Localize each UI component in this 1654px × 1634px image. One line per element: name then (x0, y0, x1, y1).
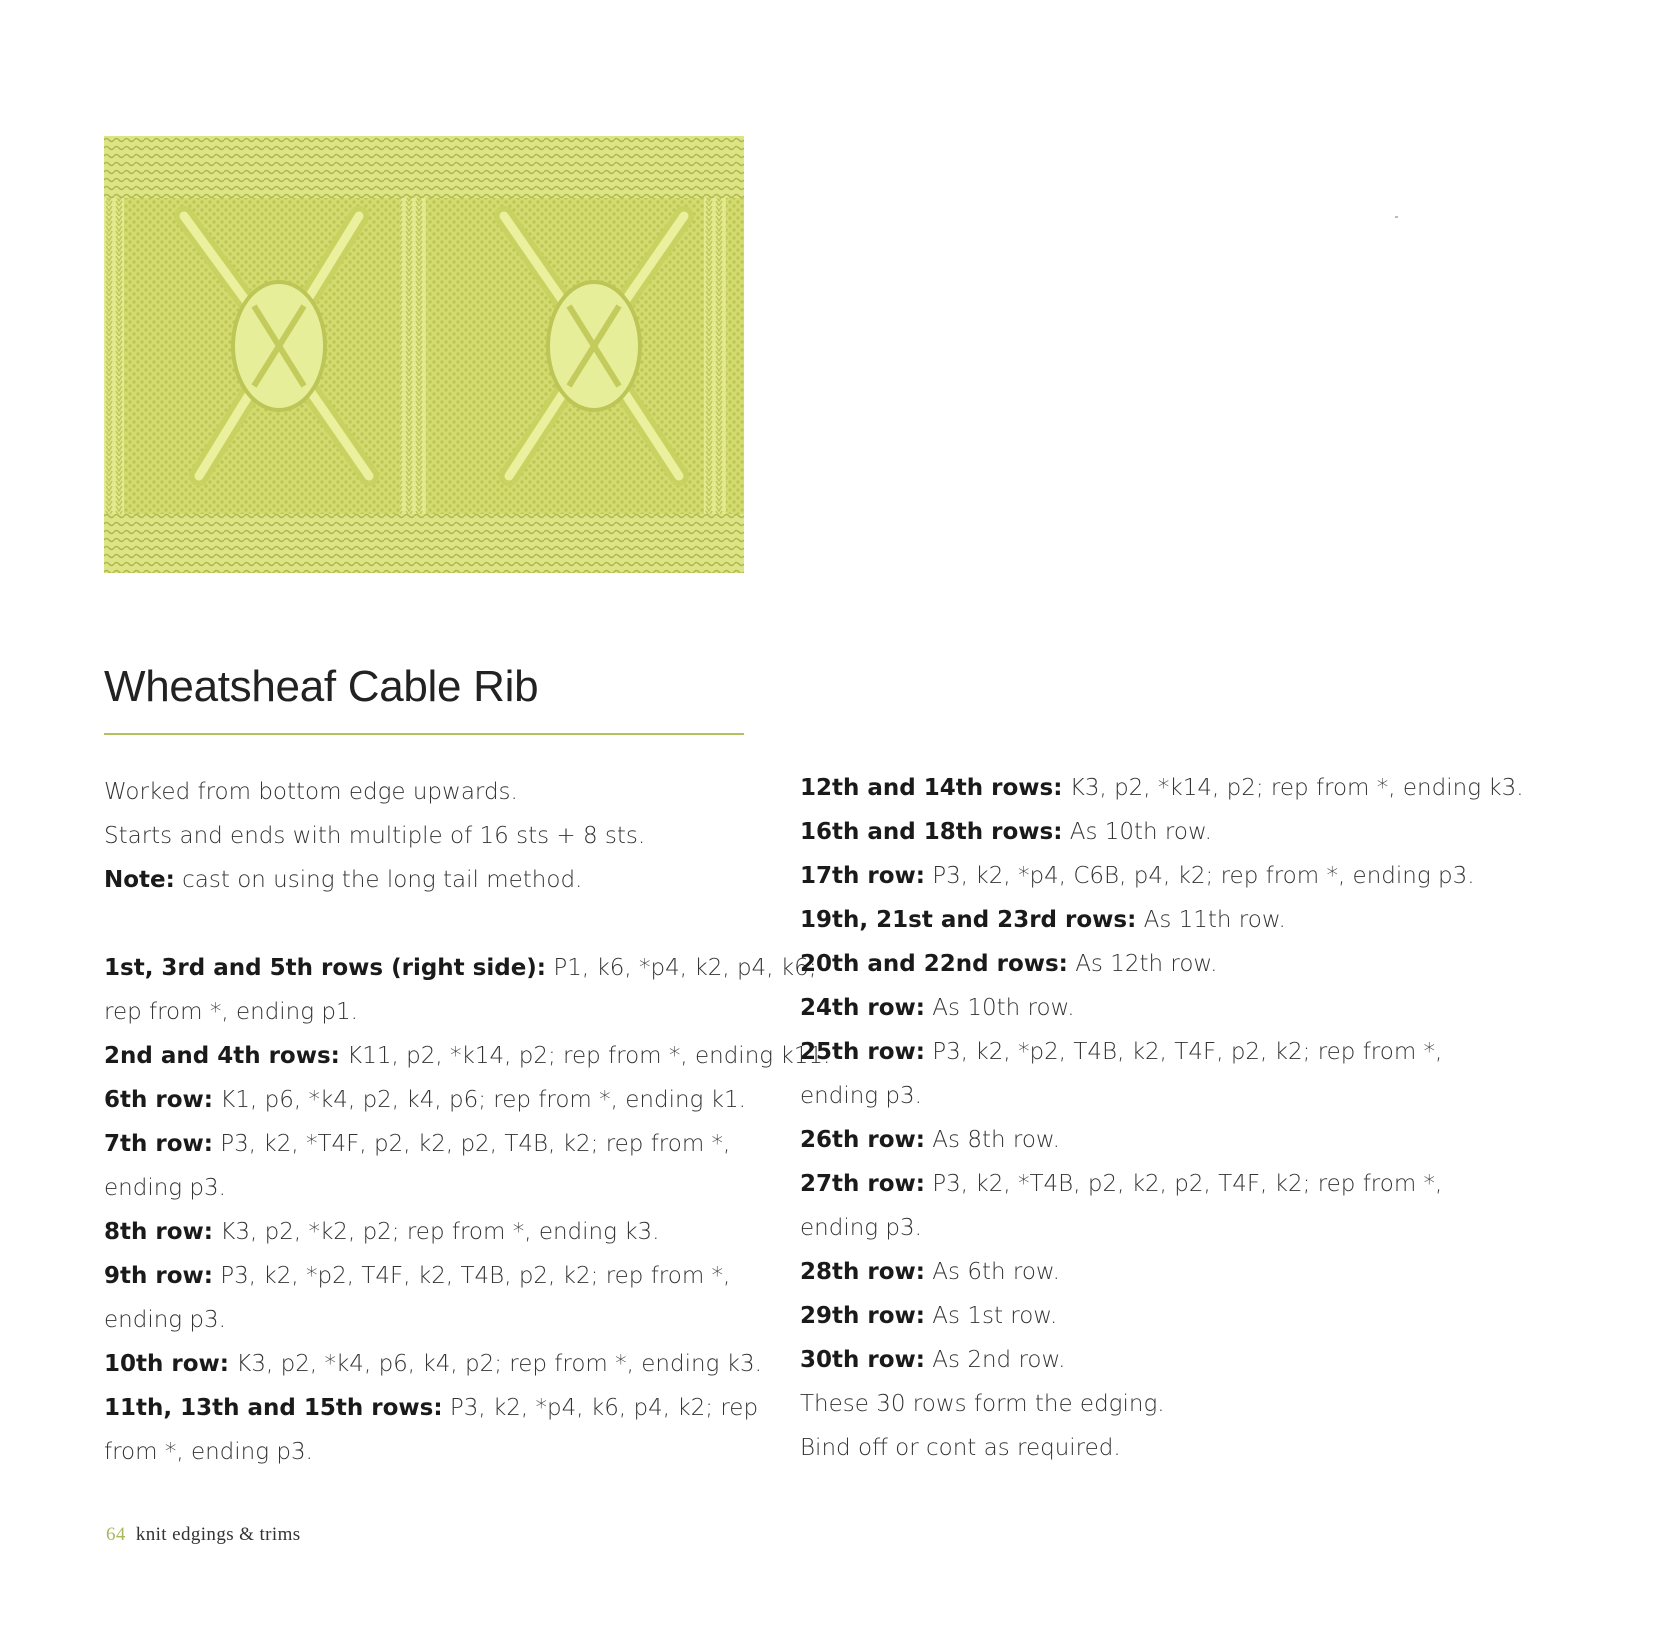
instruction-line: 7th row: P3, k2, *T4F, p2, k2, p2, T4B, k2; rep from *, (104, 1131, 731, 1157)
instruction-line: ending p3. (800, 1083, 922, 1109)
instructions-right-column (800, 766, 1524, 1470)
instruction-line: 19th, 21st and 23rd rows: As 11th row. (800, 907, 1286, 933)
spacer (104, 902, 754, 946)
instruction-line: Bind off or cont as required. (800, 1435, 1121, 1461)
instruction-line: 2nd and 4th rows: K11, p2, *k14, p2; rep from *, ending k11. (104, 1043, 831, 1069)
instruction-line: 17th row: P3, k2, *p4, C6B, p4, k2; rep from *, ending p3. (800, 863, 1475, 889)
instruction-line: 11th, 13th and 15th rows: P3, k2, *p4, k6, p4, k2; rep (104, 1395, 759, 1421)
instruction-line: These 30 rows form the edging. (800, 1391, 1165, 1417)
instruction-line: 20th and 22nd rows: As 12th row. (800, 951, 1218, 977)
instruction-line: 16th and 18th rows: As 10th row. (800, 819, 1212, 845)
section-title: knit edgings & trims (135, 1524, 301, 1545)
instruction-line: ending p3. (104, 1175, 226, 1201)
instruction-line: 9th row: P3, k2, *p2, T4F, k2, T4B, p2, k2; rep from *, (104, 1263, 731, 1289)
instruction-line: 30th row: As 2nd row. (800, 1347, 1066, 1373)
intro-line: Starts and ends with multiple of 16 sts + 8 sts. (104, 823, 646, 849)
note-line (104, 858, 754, 902)
scan-speck (1395, 216, 1398, 218)
instruction-line: 1st, 3rd and 5th rows (right side): P1, k6, *p4, k2, p4, k6; (104, 955, 817, 981)
instruction-line: 24th row: As 10th row. (800, 995, 1075, 1021)
knit-swatch-photo (104, 136, 744, 573)
note-text: cast on using the long tail method. (174, 867, 583, 893)
instruction-line: 28th row: As 6th row. (800, 1259, 1060, 1285)
instruction-line: 6th row: K1, p6, *k4, p2, k4, p6; rep from *, ending k1. (104, 1087, 746, 1113)
instruction-line: rep from *, ending p1. (104, 999, 358, 1025)
instruction-line: from *, ending p3. (104, 1439, 313, 1465)
page-footer (106, 1524, 301, 1546)
instruction-line: 8th row: K3, p2, *k2, p2; rep from *, ending k3. (104, 1219, 660, 1245)
instruction-line: 29th row: As 1st row. (800, 1303, 1058, 1329)
instruction-line: ending p3. (104, 1307, 226, 1333)
instruction-line: 26th row: As 8th row. (800, 1127, 1060, 1153)
title-divider (104, 733, 744, 735)
instructions-left-column (104, 770, 831, 1474)
instruction-line: 27th row: P3, k2, *T4B, p2, k2, p2, T4F, k2; rep from *, (800, 1171, 1443, 1197)
instruction-line: 10th row: K3, p2, *k4, p6, k4, p2; rep from *, ending k3. (104, 1351, 762, 1377)
intro-line: Worked from bottom edge upwards. (104, 779, 518, 805)
instruction-line: ending p3. (800, 1215, 922, 1241)
instruction-line: 25th row: P3, k2, *p2, T4B, k2, T4F, p2, k2; rep from *, (800, 1039, 1443, 1065)
page-number: 64 (106, 1524, 126, 1545)
instruction-line: 12th and 14th rows: K3, p2, *k14, p2; rep from *, ending k3. (800, 775, 1524, 801)
pattern-title: Wheatsheaf Cable Rib (104, 662, 539, 711)
note-label: Note: (104, 867, 175, 893)
